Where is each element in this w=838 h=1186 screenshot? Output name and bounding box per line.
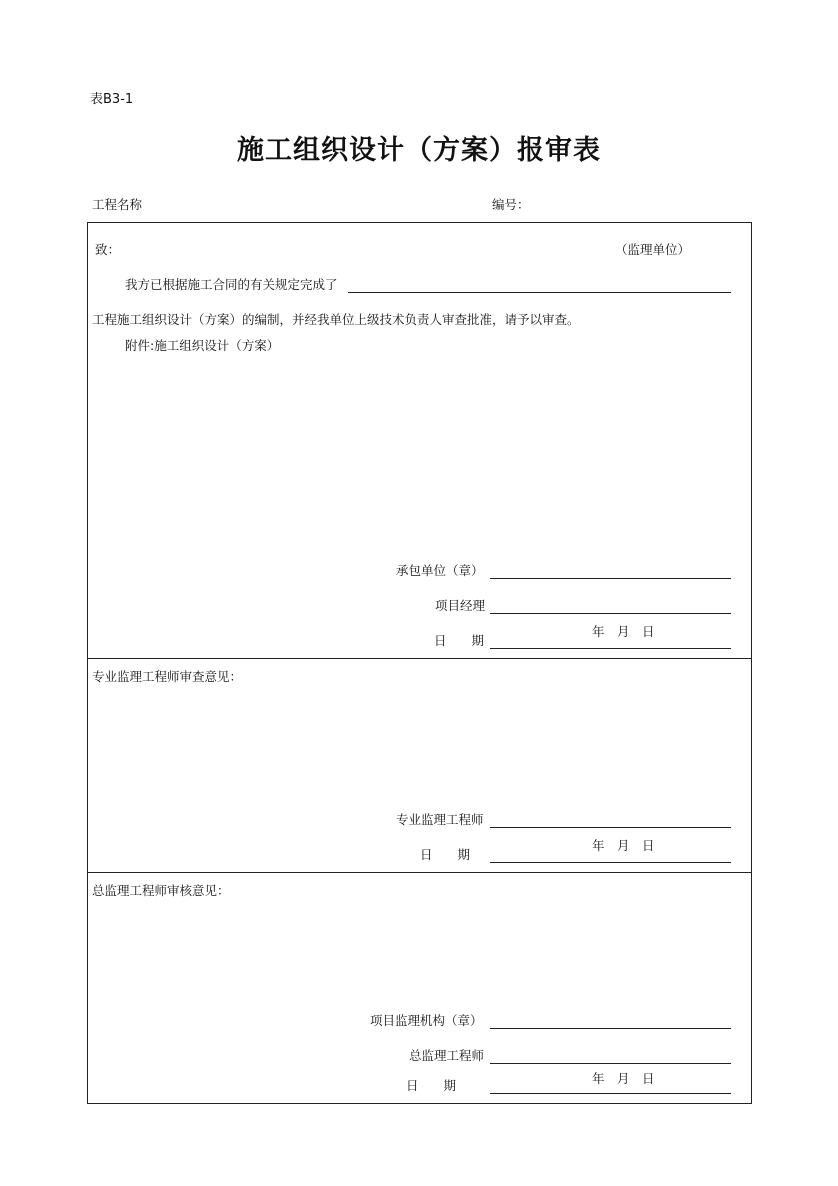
supervision-org-blank[interactable] (490, 1028, 731, 1029)
to-label: 致： (95, 242, 121, 257)
manager-blank[interactable] (490, 613, 731, 614)
date-blank[interactable] (490, 862, 731, 863)
date-ymd: 年 月 日 (592, 1071, 655, 1086)
chief-engineer-label: 总监理工程师 (409, 1048, 485, 1063)
form-table (87, 222, 752, 1104)
specialist-engineer-label: 专业监理工程师 (396, 812, 484, 827)
serial-number-label: 编号： (492, 197, 530, 212)
contractor-blank[interactable] (490, 578, 731, 579)
manager-label: 项目经理 (435, 598, 486, 613)
date-blank[interactable] (490, 1093, 731, 1094)
date-ymd: 年 月 日 (592, 624, 655, 639)
specialist-review-heading: 专业监理工程师审查意见： (92, 669, 243, 684)
section-divider-1 (87, 658, 752, 659)
approval-statement: 工程施工组织设计（方案）的编制，并经我单位上级技术负责人审查批准，请予以审查。 (92, 312, 580, 327)
supervision-unit-label: （监理单位） (615, 242, 691, 257)
chief-review-heading: 总监理工程师审核意见： (92, 883, 230, 898)
contractor-label: 承包单位（章） (396, 563, 484, 578)
page-title: 施工组织设计（方案）报审表 (237, 135, 601, 166)
chief-engineer-blank[interactable] (490, 1063, 731, 1064)
completion-statement: 我方已根据施工合同的有关规定完成了 (125, 277, 338, 292)
form-code: 表B3-1 (90, 92, 134, 107)
attachment-label: 附件:施工组织设计（方案） (125, 338, 280, 353)
date-blank[interactable] (490, 648, 731, 649)
project-name-blank[interactable] (348, 292, 731, 293)
section-divider-2 (87, 872, 752, 873)
date-label: 日 期 (420, 847, 471, 862)
specialist-engineer-blank[interactable] (490, 827, 731, 828)
project-name-label: 工程名称 (92, 197, 143, 212)
date-label: 日 期 (406, 1078, 457, 1093)
date-ymd: 年 月 日 (592, 838, 655, 853)
supervision-org-label: 项目监理机构（章） (370, 1013, 483, 1028)
date-label: 日 期 (434, 633, 485, 648)
